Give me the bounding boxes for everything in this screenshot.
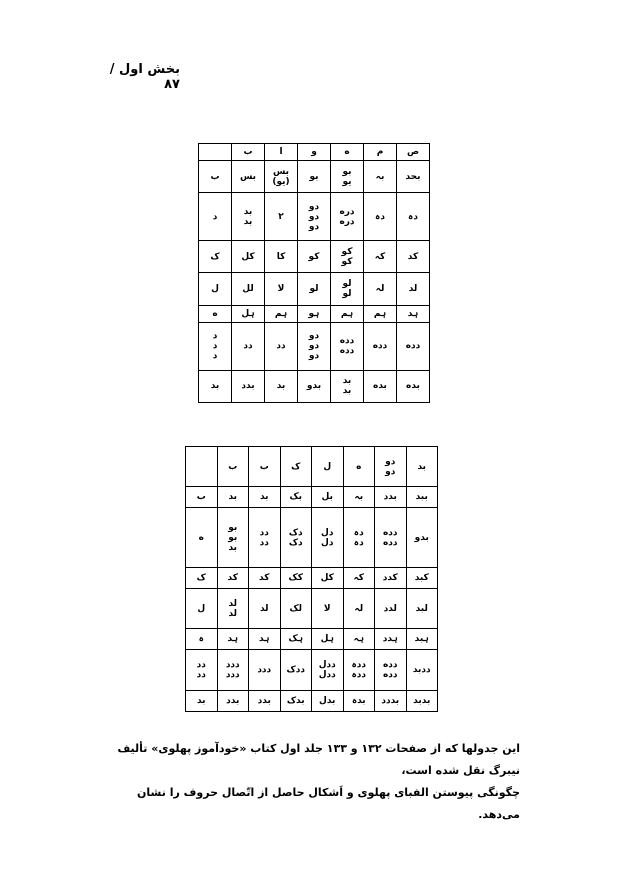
table-cell: کد: [217, 567, 249, 588]
table-cell: کد: [249, 567, 281, 588]
table-cell: ل: [312, 447, 344, 487]
table-cell: کا: [265, 241, 298, 273]
table-cell: لک: [280, 589, 312, 629]
table-cell: ددل ددل: [312, 650, 344, 690]
table-cell: ہل: [232, 305, 265, 322]
table-cell: ص: [397, 144, 430, 161]
table-cell: بدبد: [406, 690, 438, 711]
table-cell: بد: [249, 487, 281, 508]
table-row: [199, 144, 430, 161]
table-cell: کو: [298, 241, 331, 273]
table-cell: ہم: [364, 305, 397, 322]
table-cell: کد: [397, 241, 430, 273]
table-row: [186, 690, 438, 711]
table-cell: دل دل: [312, 508, 344, 568]
table-cell: ببد: [406, 487, 438, 508]
table-cell: بد: [406, 447, 438, 487]
table-cell: ب: [217, 447, 249, 487]
table-cell: بک: [280, 487, 312, 508]
table-cell: دد: [232, 322, 265, 370]
table-cell: لدد: [375, 589, 407, 629]
table-cell: بدو: [298, 370, 331, 402]
table-cell: بس: [232, 160, 265, 192]
table-cell: لد لد: [217, 589, 249, 629]
table-cell: لا: [312, 589, 344, 629]
table-cell: بدو: [406, 508, 438, 568]
table-cell: دہ: [364, 193, 397, 241]
table-row: [186, 650, 438, 690]
table-cell: بدک: [280, 690, 312, 711]
table-cell: بددد: [375, 690, 407, 711]
table-cell: ددد ددد: [217, 650, 249, 690]
table-cell: ک: [199, 241, 232, 273]
table-cell: کہ: [343, 567, 375, 588]
table-row: [199, 160, 430, 192]
table-cell: بد: [265, 370, 298, 402]
table-cell: ا: [265, 144, 298, 161]
table-cell: لبد: [406, 589, 438, 629]
table-cell: ہد: [249, 629, 281, 650]
table-cell: دو دو دو: [298, 322, 331, 370]
caption-line-1: این جدولها که از صفحات ۱۳۲ و ۱۳۳ جلد اول کتاب «خودآموز پهلوی» تألیف نیبرگ نقل شده است،: [117, 742, 520, 777]
table-cell: ب: [249, 447, 281, 487]
table-cell: بو یو: [331, 160, 364, 192]
table-cell: دده دده: [375, 508, 407, 568]
table-cell: ہہ: [343, 629, 375, 650]
table-cell: بد: [186, 690, 218, 711]
pahlavi-ligature-table-1: [198, 143, 430, 403]
table-cell: بس (یو): [265, 160, 298, 192]
table-cell: م: [364, 144, 397, 161]
table-cell: ل: [199, 273, 232, 305]
table-cell: بد بد: [331, 370, 364, 402]
table-cell: ه: [199, 305, 232, 322]
table-row: [199, 370, 430, 402]
table-row: [186, 447, 438, 487]
table-cell: بہ: [364, 160, 397, 192]
table-cell: ه: [186, 508, 218, 568]
table-cell: بدد: [232, 370, 265, 402]
table-cell: ۲: [265, 193, 298, 241]
table-cell: لل: [232, 273, 265, 305]
table-cell: ہدد: [375, 629, 407, 650]
table-cell: بدہ: [343, 690, 375, 711]
table-row: [199, 305, 430, 322]
table-cell: ہد: [217, 629, 249, 650]
table-cell: لو: [298, 273, 331, 305]
table-cell: ه: [343, 447, 375, 487]
table-cell: دده دده: [331, 322, 364, 370]
caption-line-2: چگونگی پیوستن الفبای پهلوی و اَشکال حاصل از اتّصال حروف را نشان می‌دهد.: [137, 786, 520, 821]
table-cell: د د د: [199, 322, 232, 370]
table-cell: دد دد: [186, 650, 218, 690]
table-cell: ددبد: [406, 650, 438, 690]
table-cell: لہ: [364, 273, 397, 305]
table-cell: لد: [397, 273, 430, 305]
table-cell: ہل: [312, 629, 344, 650]
page-header: بخش اول / ۸۷: [109, 62, 180, 92]
table-cell: دد: [265, 322, 298, 370]
table-cell: بدد: [217, 690, 249, 711]
table-cell: بدد: [375, 487, 407, 508]
table-cell: بدل: [312, 690, 344, 711]
caption: [110, 738, 520, 826]
table-row: [186, 629, 438, 650]
table-row: [199, 193, 430, 241]
table-cell: و: [298, 144, 331, 161]
table-cell: بد بد: [232, 193, 265, 241]
table-cell: دہ: [397, 193, 430, 241]
table-cell: ه: [331, 144, 364, 161]
table-cell: ہم: [265, 305, 298, 322]
table-cell: ہو: [298, 305, 331, 322]
table-cell: بد: [199, 370, 232, 402]
table-cell: ہ: [186, 629, 218, 650]
table-cell: بده: [364, 370, 397, 402]
table-row: [199, 241, 430, 273]
table-cell: کل: [232, 241, 265, 273]
table-cell: بحد: [397, 160, 430, 192]
table-row: [186, 589, 438, 629]
table-cell: د: [199, 193, 232, 241]
table-cell: ل: [186, 589, 218, 629]
table-cell: دو دو: [375, 447, 407, 487]
table-row: [186, 508, 438, 568]
table-cell: بہ: [343, 487, 375, 508]
table-cell: ک: [280, 447, 312, 487]
table-cell: دره دره: [331, 193, 364, 241]
table-cell: [199, 144, 232, 161]
table-cell: لو لو: [331, 273, 364, 305]
table-cell: ب: [186, 487, 218, 508]
table-cell: بده: [397, 370, 430, 402]
table-cell: دده دده: [375, 650, 407, 690]
table-cell: ہد: [397, 305, 430, 322]
table-cell: کو کو: [331, 241, 364, 273]
table-row: [186, 567, 438, 588]
table-cell: کبد: [406, 567, 438, 588]
table-row: [199, 322, 430, 370]
table-cell: کل: [312, 567, 344, 588]
table-cell: دد دد: [249, 508, 281, 568]
table-cell: ب: [199, 160, 232, 192]
pahlavi-ligature-table-2: [185, 446, 438, 712]
table-cell: ہک: [280, 629, 312, 650]
table-cell: بو: [298, 160, 331, 192]
table-cell: ددد: [249, 650, 281, 690]
table-cell: ک: [186, 567, 218, 588]
table-cell: لہ: [343, 589, 375, 629]
table-cell: دده: [364, 322, 397, 370]
table-cell: بد: [217, 487, 249, 508]
table-cell: ددک: [280, 650, 312, 690]
table-cell: ہبد: [406, 629, 438, 650]
table-row: [186, 487, 438, 508]
table-row: [199, 273, 430, 305]
table-cell: [186, 447, 218, 487]
table-cell: دہ دہ: [343, 508, 375, 568]
table-cell: لد: [249, 589, 281, 629]
table-cell: بل: [312, 487, 344, 508]
table-cell: بو بو بد: [217, 508, 249, 568]
table-cell: دده: [397, 322, 430, 370]
table-cell: ددہ ددہ: [343, 650, 375, 690]
table-cell: کہ: [364, 241, 397, 273]
table-cell: کک: [280, 567, 312, 588]
table-cell: دک دک: [280, 508, 312, 568]
table-cell: بدد: [249, 690, 281, 711]
table-cell: دو دو دو: [298, 193, 331, 241]
table-cell: لا: [265, 273, 298, 305]
table-cell: کدد: [375, 567, 407, 588]
table-cell: ب: [232, 144, 265, 161]
table-cell: ہم: [331, 305, 364, 322]
